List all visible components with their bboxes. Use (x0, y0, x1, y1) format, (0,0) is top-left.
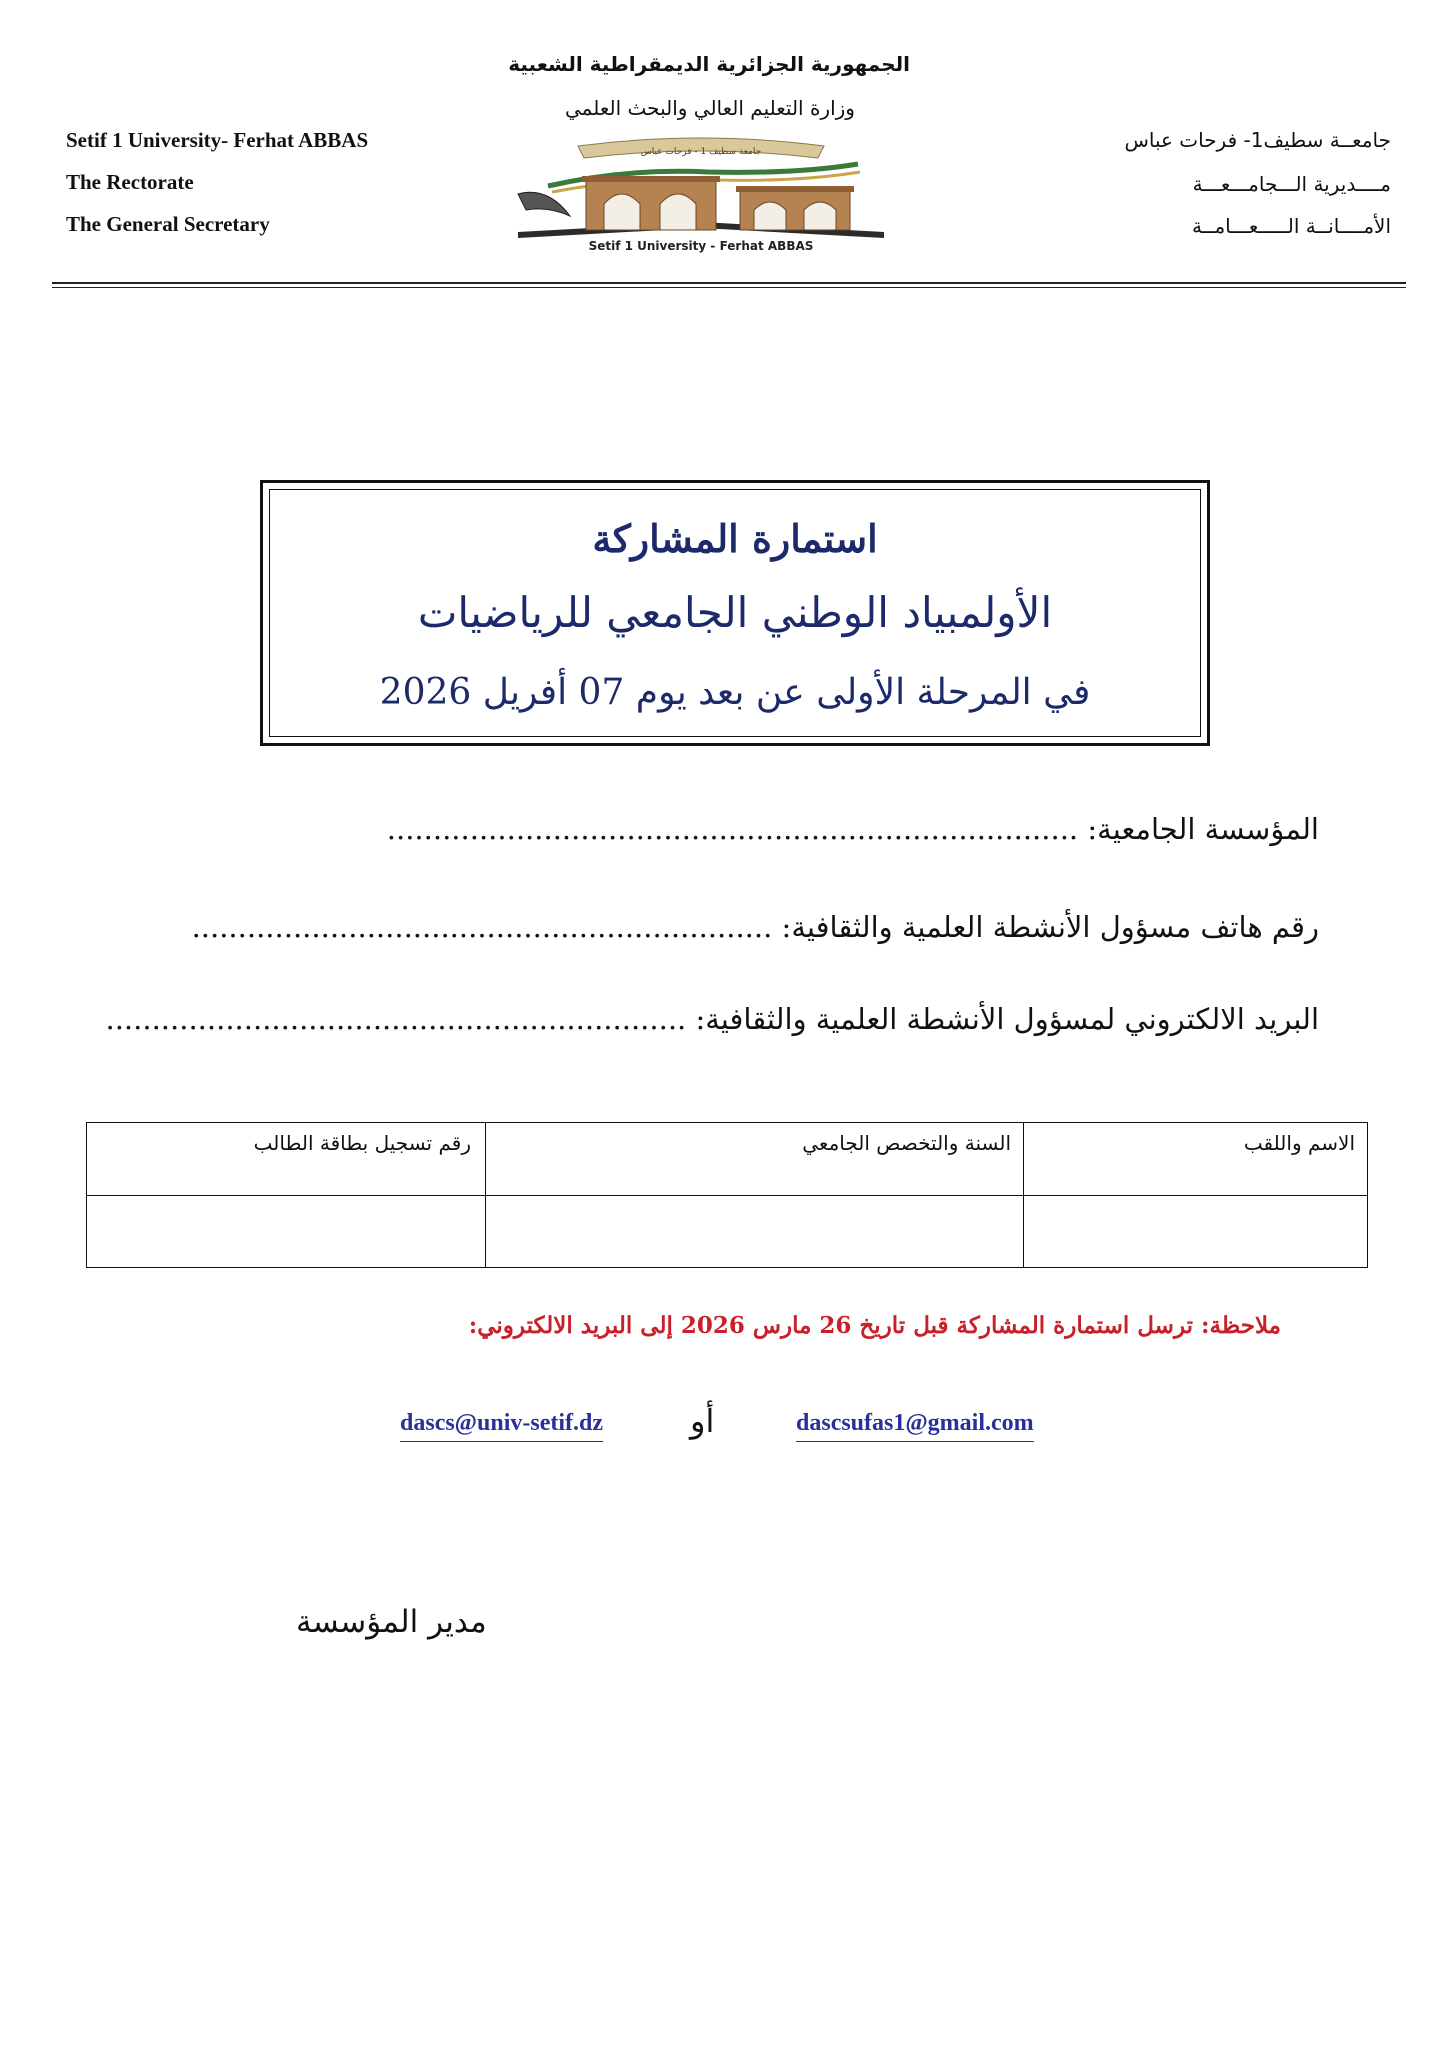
logo-banner-text: جامعة سطيف 1 - فرحات عباس (640, 147, 762, 157)
email-link-univ[interactable]: dascs@univ-setif.dz (400, 1410, 603, 1442)
field-institution-blank[interactable]: ........................................................................... (386, 812, 1079, 846)
title-box (260, 480, 1210, 746)
field-email-blank[interactable]: ............................................................... (105, 1002, 687, 1036)
table-cell-year-specialty[interactable] (485, 1196, 1023, 1267)
header-university-ar: جامعــة سطيف1- فرحات عباس (1124, 128, 1391, 152)
field-phone-blank[interactable]: ............................................................... (191, 910, 773, 944)
olympiad-title: الأولمبياد الوطني الجامعي للرياضيات (417, 588, 1053, 637)
header-secretariat-ar: الأمــــانــة الـــــعـــامــة (1192, 214, 1391, 238)
table-header-name: الاسم واللقب (1243, 1131, 1355, 1155)
field-institution (387, 812, 1319, 846)
field-email-label: البريد الالكتروني لمسؤول الأنشطة العلمية والثقافية: (695, 1002, 1319, 1036)
header-secretary-en: The General Secretary (66, 212, 270, 236)
header-directorate-ar: مــــديرية الـــجامـــعـــة (1192, 172, 1391, 196)
header-ministry: وزارة التعليم العالي والبحث العلمي (565, 96, 855, 120)
field-email (106, 1002, 1320, 1036)
logo-caption: Setif 1 University - Ferhat ABBAS (588, 239, 814, 253)
university-logo (508, 124, 894, 256)
header-republic: الجمهورية الجزائرية الديمقراطية الشعبية (508, 52, 910, 76)
header-rule-thick (52, 282, 1406, 284)
table-header-student-id: رقم تسجيل بطاقة الطالب (253, 1131, 471, 1155)
form-title: استمارة المشاركة (592, 516, 878, 561)
submission-note: ملاحظة: ترسل استمارة المشاركة قبل تاريخ 26 مارس 2026 إلى البريد الالكتروني: (468, 1312, 1281, 1339)
header-rule-thin (52, 287, 1406, 288)
field-phone (192, 910, 1319, 944)
field-institution-label: المؤسسة الجامعية: (1087, 812, 1319, 846)
table-header-year-specialty: السنة والتخصص الجامعي (802, 1131, 1011, 1155)
header-rectorate-en: The Rectorate (66, 170, 194, 194)
director-signature-label: مدير المؤسسة (296, 1604, 487, 1640)
table-cell-student-id[interactable] (87, 1196, 485, 1267)
or-word: أو (690, 1402, 715, 1440)
header-university-en: Setif 1 University- Ferhat ABBAS (66, 128, 369, 152)
table-cell-name[interactable] (1023, 1196, 1367, 1267)
olympiad-date: في المرحلة الأولى عن بعد يوم 07 أفريل 2026 (379, 672, 1091, 713)
email-link-gmail[interactable]: dascsufas1@gmail.com (796, 1410, 1034, 1442)
title-box-inner-border (269, 489, 1201, 737)
field-phone-label: رقم هاتف مسؤول الأنشطة العلمية والثقافية: (781, 910, 1319, 944)
student-table (86, 1122, 1368, 1268)
